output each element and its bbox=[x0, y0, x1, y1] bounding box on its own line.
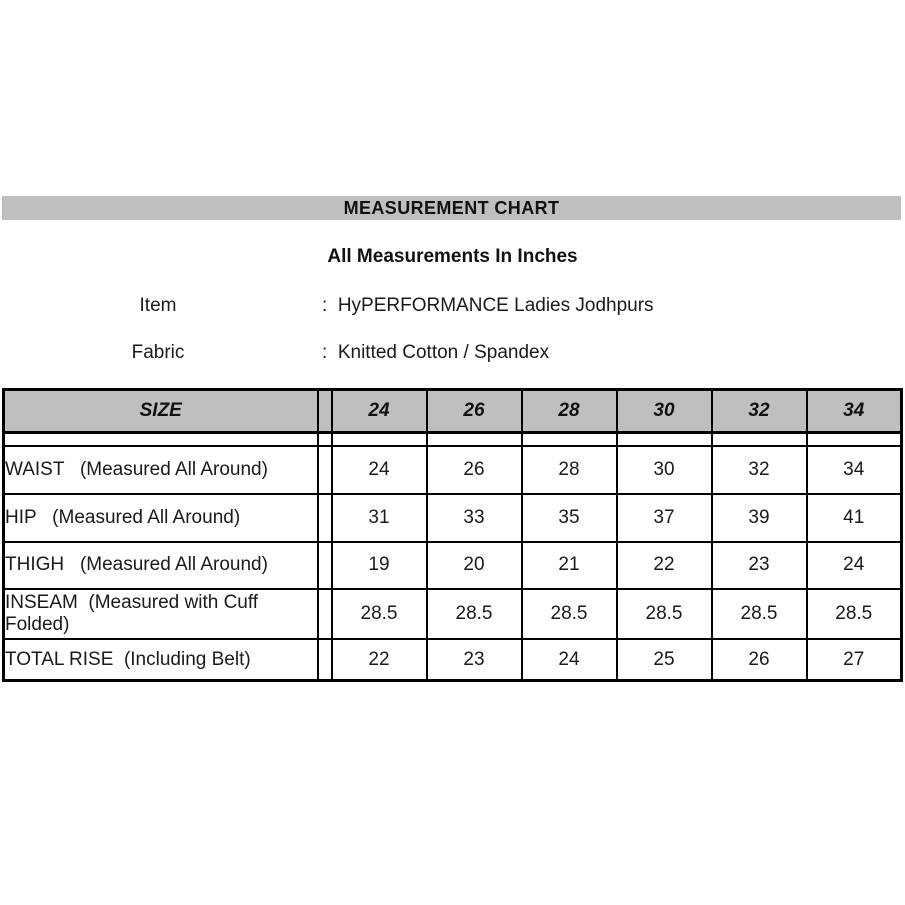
measurement-table bbox=[2, 388, 903, 682]
units-subtitle: All Measurements In Inches bbox=[327, 246, 578, 267]
value-cell: 41 bbox=[807, 494, 902, 542]
size-header-32: 32 bbox=[712, 390, 807, 433]
table-row-inseam bbox=[4, 589, 902, 639]
value-cell: 35 bbox=[522, 494, 617, 542]
value-cell: 33 bbox=[427, 494, 522, 542]
table-row-hip bbox=[4, 494, 902, 542]
value-cell: 23 bbox=[427, 639, 522, 681]
value-cell: 34 bbox=[807, 446, 902, 494]
row-label-waist: WAIST (Measured All Around) bbox=[4, 446, 318, 494]
value-cell: 39 bbox=[712, 494, 807, 542]
value-cell: 28.5 bbox=[617, 589, 712, 639]
gap-cell bbox=[318, 639, 332, 681]
item-value: : HyPERFORMANCE Ladies Jodhpurs bbox=[322, 295, 654, 316]
value-cell: 21 bbox=[522, 542, 617, 589]
value-cell: 23 bbox=[712, 542, 807, 589]
spacer-cell bbox=[427, 433, 522, 446]
value-cell: 24 bbox=[807, 542, 902, 589]
item-label: Item bbox=[139, 295, 177, 316]
gap-cell bbox=[318, 494, 332, 542]
value-cell: 26 bbox=[427, 446, 522, 494]
value-cell: 32 bbox=[712, 446, 807, 494]
value-cell: 27 bbox=[807, 639, 902, 681]
fabric-value: : Knitted Cotton / Spandex bbox=[322, 342, 550, 363]
value-cell: 31 bbox=[332, 494, 427, 542]
table-header-row bbox=[4, 390, 902, 433]
row-label-thigh: THIGH (Measured All Around) bbox=[4, 542, 318, 589]
size-header-34: 34 bbox=[807, 390, 902, 433]
value-cell: 28.5 bbox=[332, 589, 427, 639]
gap-cell bbox=[318, 390, 332, 433]
value-cell: 30 bbox=[617, 446, 712, 494]
fabric-info-row bbox=[0, 342, 905, 364]
value-cell: 28.5 bbox=[712, 589, 807, 639]
table-row-thigh bbox=[4, 542, 902, 589]
spacer-cell bbox=[332, 433, 427, 446]
value-cell: 28 bbox=[522, 446, 617, 494]
gap-cell bbox=[318, 589, 332, 639]
row-label-hip: HIP (Measured All Around) bbox=[4, 494, 318, 542]
size-header-30: 30 bbox=[617, 390, 712, 433]
gap-cell bbox=[318, 446, 332, 494]
title-bar bbox=[2, 196, 901, 220]
row-label-inseam: INSEAM (Measured with Cuff Folded) bbox=[4, 589, 318, 639]
value-cell: 22 bbox=[332, 639, 427, 681]
value-cell: 24 bbox=[522, 639, 617, 681]
fabric-label: Fabric bbox=[131, 342, 185, 363]
spacer-cell bbox=[807, 433, 902, 446]
size-header-24: 24 bbox=[332, 390, 427, 433]
page-title: MEASUREMENT CHART bbox=[343, 198, 560, 218]
size-header-28: 28 bbox=[522, 390, 617, 433]
value-cell: 22 bbox=[617, 542, 712, 589]
item-info-row bbox=[0, 295, 905, 317]
spacer-cell bbox=[4, 433, 318, 446]
gap-cell bbox=[318, 542, 332, 589]
table-row-total-rise bbox=[4, 639, 902, 681]
spacer-row bbox=[4, 433, 902, 446]
value-cell: 28.5 bbox=[807, 589, 902, 639]
spacer-cell bbox=[712, 433, 807, 446]
value-cell: 25 bbox=[617, 639, 712, 681]
value-cell: 28.5 bbox=[522, 589, 617, 639]
spacer-cell bbox=[522, 433, 617, 446]
size-column-header: SIZE bbox=[4, 390, 318, 433]
value-cell: 19 bbox=[332, 542, 427, 589]
size-header-26: 26 bbox=[427, 390, 522, 433]
value-cell: 24 bbox=[332, 446, 427, 494]
table-row-waist bbox=[4, 446, 902, 494]
value-cell: 20 bbox=[427, 542, 522, 589]
spacer-cell bbox=[617, 433, 712, 446]
value-cell: 26 bbox=[712, 639, 807, 681]
value-cell: 28.5 bbox=[427, 589, 522, 639]
row-label-total-rise: TOTAL RISE (Including Belt) bbox=[4, 639, 318, 681]
value-cell: 37 bbox=[617, 494, 712, 542]
gap-cell bbox=[318, 433, 332, 446]
